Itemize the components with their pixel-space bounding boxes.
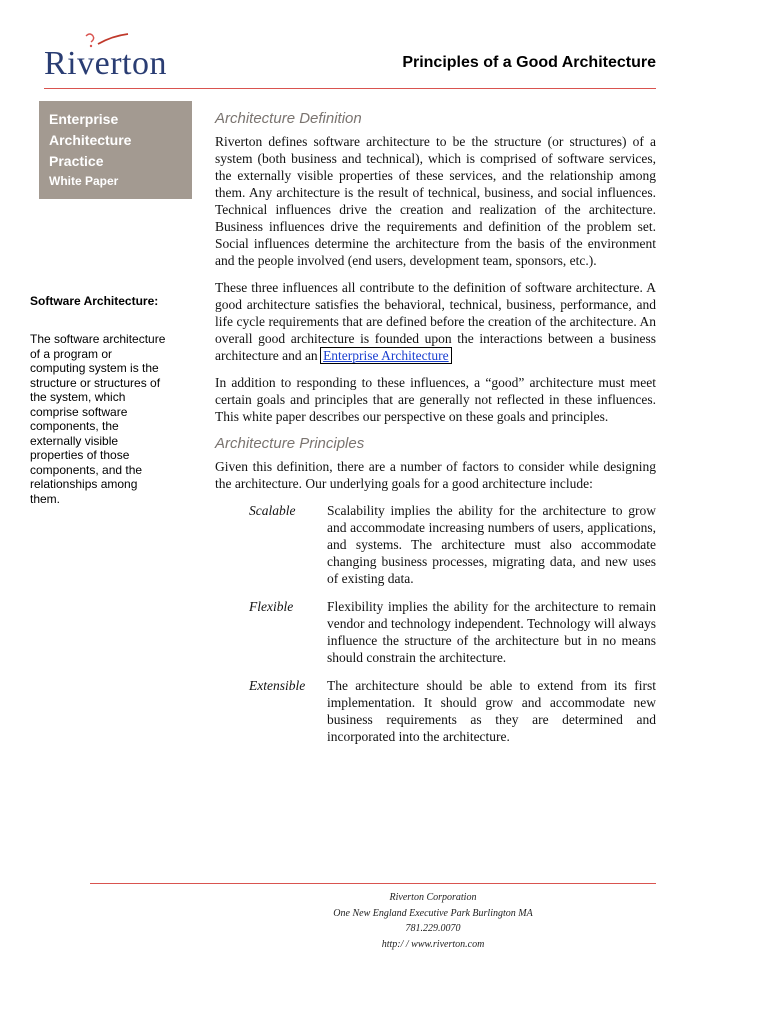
header-divider [44, 88, 656, 89]
paragraph-influences-text: These three influences all contribute to the definition of software architecture. A good architecture satisfies the behavioral, technical, business, performance, and life cycle requirements that are defined before the creation of the architecture. An overall good architecture is founded upon the interactions between a business architecture and an [215, 280, 656, 363]
principle-description: Scalability implies the ability for the architecture to grow and accommodate increasing numbers of users, applications, and systems. The architecture must also accommodate changing business processes, migrating data, and new uses of existing data. [327, 503, 656, 586]
paragraph-influences [215, 279, 656, 364]
paragraph-definition: Riverton defines software architecture to be the structure (or structures) of a system (both business and technical), which is comprised of software services, the externally visible properties of these services, and the relationship among them. Any architecture is the result of technical, business, and social influences. Technical influences drive the creation and realization of the architecture. Business influences drive the requirements and definition of the problem set. Social influences determine the architecture from the basis of the environment and the people involved (end users, development team, sponsors, etc.). [215, 134, 656, 268]
principle-term: Scalable [249, 503, 296, 518]
callout-heading: Software Architecture: [30, 294, 159, 308]
practice-badge [39, 101, 192, 199]
main-content [215, 110, 656, 756]
footer-phone: 781.229.0070 [405, 923, 461, 934]
footer-company: Riverton Corporation [389, 892, 477, 903]
paragraph-principles-intro: Given this definition, there are a number of factors to consider while designing the architecture. Our underlying goals for a good architecture include: [215, 459, 656, 491]
enterprise-architecture-link[interactable]: Enterprise Architecture [323, 348, 449, 363]
footer-divider [90, 883, 656, 884]
badge-line-1: Enterprise [49, 111, 119, 127]
badge-subtitle: White Paper [49, 174, 119, 188]
callout-text: The software architecture of a program or computing system is the structure or structures of the system, which comprise software components, the externally visible properties of those components, and the relationships among them. [30, 332, 166, 506]
principle-description: The architecture should be able to extend from its first implementation. It should grow and accommodate new business requirements as they are determined and incorporated into the architecture. [327, 678, 656, 744]
document-title: Principles of a Good Architecture [402, 54, 656, 71]
principle-item [249, 677, 656, 745]
principle-item [249, 598, 656, 666]
logo-wordmark: Riverton [44, 45, 167, 82]
footer [90, 890, 768, 952]
footer-url[interactable]: http:/ / www.riverton.com [381, 938, 485, 950]
badge-line-3: Practice [49, 153, 104, 169]
principle-description: Flexibility implies the ability for the architecture to remain vendor and technology independent. Technology will always influence the structure of the architecture but in no means should constrain the architecture. [327, 599, 656, 665]
badge-line-2: Architecture [49, 132, 132, 148]
footer-address: One New England Executive Park Burlington MA [333, 907, 533, 919]
paragraph-goals: In addition to responding to these influences, a “good” architecture must meet certain goals and principles that are generally not reflected in these influences. This white paper describes our perspective on these goals and principles. [215, 375, 656, 424]
principle-term: Extensible [249, 678, 306, 693]
riverton-logo [44, 28, 204, 84]
principle-item [249, 502, 656, 587]
principles-list [249, 502, 656, 745]
principle-term: Flexible [249, 599, 294, 614]
section-heading-principles: Architecture Principles [215, 435, 365, 452]
section-heading-definition: Architecture Definition [215, 110, 362, 127]
